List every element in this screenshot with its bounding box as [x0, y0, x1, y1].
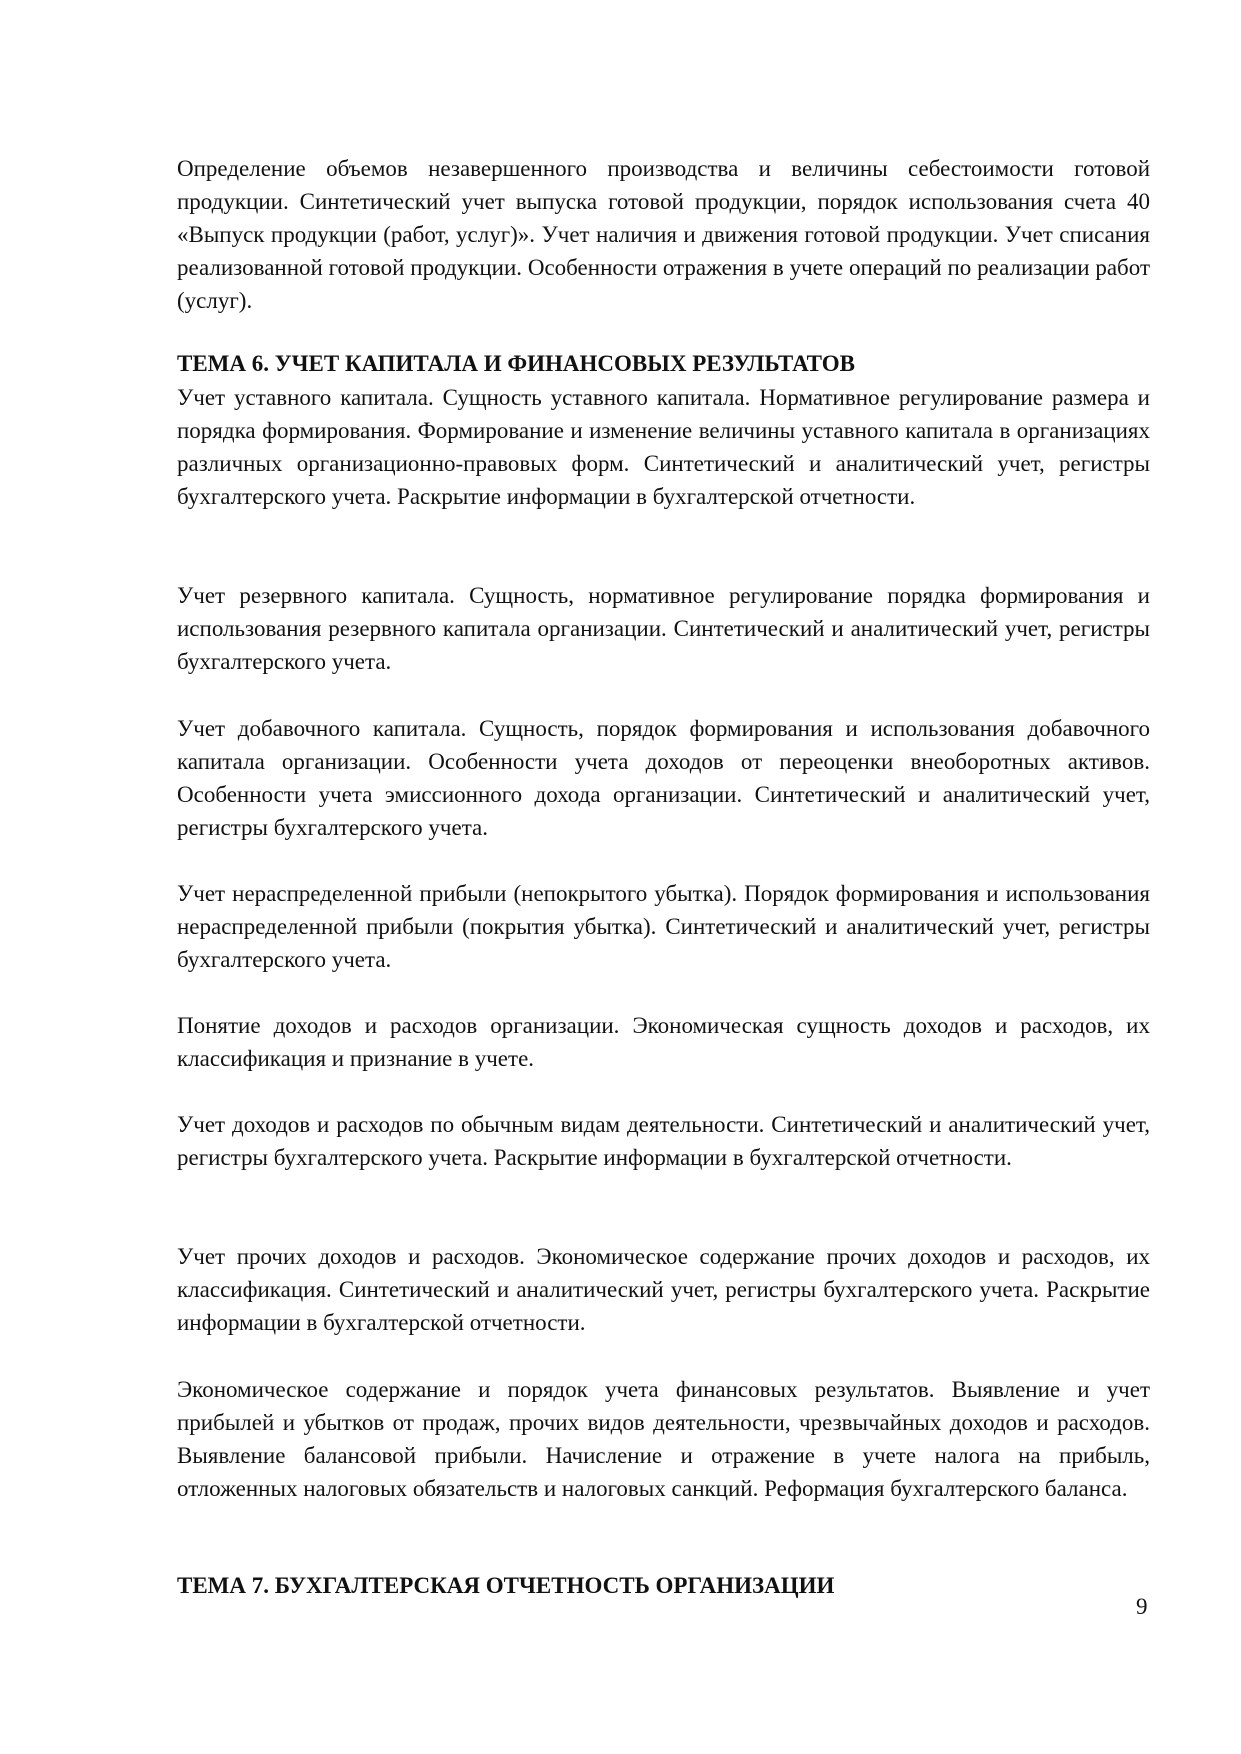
paragraph-additional-capital: Учет добавочного капитала. Сущность, порядок формирования и использования добавочного капитала организации. Особенности учета доходов от переоценки внеоборотных активов. Особенности учета эмиссионного дохода организации. Синтетический и аналитический учет, регистры бухгалтерского учета. — [177, 716, 1150, 841]
heading-topic-6: ТЕМА 6. УЧЕТ КАПИТАЛА И ФИНАНСОВЫХ РЕЗУЛЬТАТОВ — [177, 351, 855, 376]
paragraph-other-income: Учет прочих доходов и расходов. Экономическое содержание прочих доходов и расходов, их классификация. Синтетический и аналитический учет, регистры бухгалтерского учета. Раскрытие информации в бухгалтерской отчетности. — [177, 1244, 1150, 1336]
paragraph-finished-goods: Определение объемов незавершенного производства и величины себестоимости готовой продукции. Синтетический учет выпуска готовой продукции, порядок использования счета 40 «Выпуск продукции (работ, услуг)». Учет наличия и движения готовой продукции. Учет списания реализованной готовой продукции. Особенности отражения в учете операций по реализации работ (услуг). — [177, 156, 1150, 314]
paragraph-ordinary-activities: Учет доходов и расходов по обычным видам деятельности. Синтетический и аналитический учет, регистры бухгалтерского учета. Раскрытие информации в бухгалтерской отчетности. — [177, 1112, 1150, 1171]
paragraph-retained-earnings: Учет нераспределенной прибыли (непокрытого убытка). Порядок формирования и использования нераспределенной прибыли (покрытия убытка). Синтетический и аналитический учет, регистры бухгалтерского учета. — [177, 881, 1150, 973]
paragraph-reserve-capital: Учет резервного капитала. Сущность, нормативное регулирование порядка формирования и использования резервного капитала организации. Синтетический и аналитический учет, регистры бухгалтерского учета. — [177, 583, 1150, 675]
page-number: 9 — [1136, 1594, 1148, 1619]
paragraph-charter-capital: Учет уставного капитала. Сущность уставного капитала. Нормативное регулирование размера и порядка формирования. Формирование и изменение величины уставного капитала в организациях различных организационно-правовых форм. Синтетический и аналитический учет, регистры бухгалтерского учета. Раскрытие информации в бухгалтерской отчетности. — [177, 385, 1150, 510]
paragraph-financial-results: Экономическое содержание и порядок учета финансовых результатов. Выявление и учет прибылей и убытков от продаж, прочих видов деятельности, чрезвычайных доходов и расходов. Выявление балансовой прибыли. Начисление и отражение в учете налога на прибыль, отложенных налоговых обязательств и налоговых санкций. Реформация бухгалтерского баланса. — [177, 1377, 1150, 1502]
heading-topic-7: ТЕМА 7. БУХГАЛТЕРСКАЯ ОТЧЕТНОСТЬ ОРГАНИЗАЦИИ — [177, 1573, 835, 1598]
paragraph-income-expenses-concept: Понятие доходов и расходов организации. Экономическая сущность доходов и расходов, их классификация и признание в учете. — [177, 1013, 1150, 1072]
